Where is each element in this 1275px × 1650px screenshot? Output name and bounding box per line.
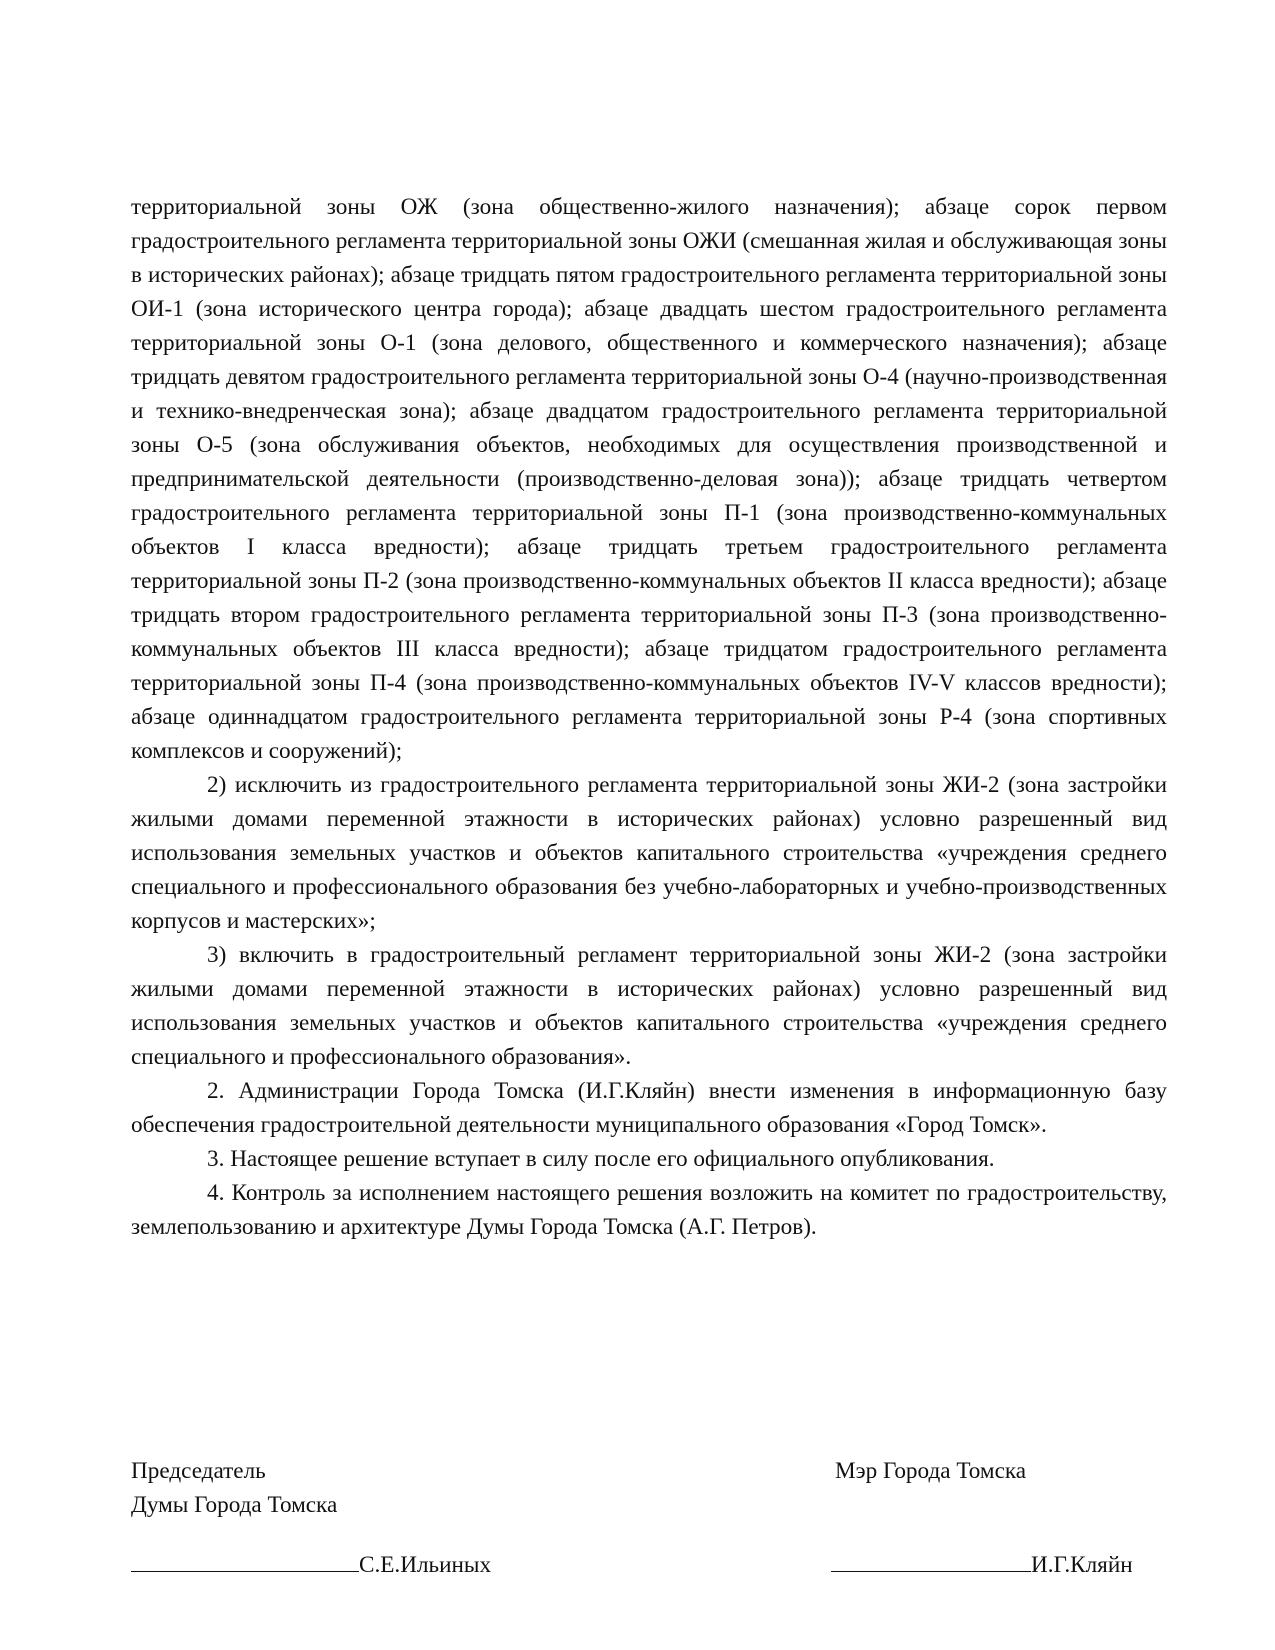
paragraph-item-3-include: 3) включить в градостроительный регламент территориальной зоны ЖИ-2 (зона застройки жилыми домами переменной этажности в исторических районах) условно разрешенный вид использования земельных участков и объектов капитального строительства «учреждения среднего специального и профессионального образования». bbox=[131, 942, 1167, 1070]
signature-left-title-line1: Председатель bbox=[131, 1458, 266, 1484]
signature-left-blank-line bbox=[131, 1549, 359, 1572]
signature-right-name: И.Г.Кляйн bbox=[1031, 1552, 1133, 1578]
paragraph-clause-4: 4. Контроль за исполнением настоящего решения возложить на комитет по градостроительству, землепользованию и архитектуре Думы Города Томска (А.Г. Петров). bbox=[131, 1180, 1167, 1240]
signature-left-title-line2: Думы Города Томска bbox=[131, 1492, 338, 1518]
paragraph-zones-list: территориальной зоны ОЖ (зона общественно-жилого назначения); абзаце сорок первом градостроительного регламента территориальной зоны ОЖИ (смешанная жилая и обслуживающая зоны в исторических районах); абзаце тридцать пятом градостроительного регламента территориальной зоны ОИ-1 (зона исторического центра города); абзаце двадцать шестом градостроительного регламента территориальной зоны О-1 (зона делового, общественного и коммерческого назначения); абзаце тридцать девятом градостроительного регламента территориальной зоны О-4 (научно-производственная и технико-внедренческая зона); абзаце двадцатом градостроительного регламента территориальной зоны О-5 (зона обслуживания объектов, необходимых для осуществления производственной и предпринимательской деятельности (производственно-деловая зона)); абзаце тридцать четвертом градостроительного регламента территориальной зоны П-1 (зона производственно-коммунальных объектов I класса вредности); абзаце тридцать третьем градостроительного регламента территориальной зоны П-2 (зона производственно-коммунальных объектов II класса вредности); абзаце тридцать втором градостроительного регламента территориальной зоны П-3 (зона производственно-коммунальных объектов III класса вредности); абзаце тридцатом градостроительного регламента территориальной зоны П-4 (зона производственно-коммунальных объектов IV-V классов вредности); абзаце одиннадцатом градостроительного регламента территориальной зоны Р-4 (зона спортивных комплексов и сооружений); bbox=[131, 194, 1167, 764]
signature-right-blank-line bbox=[831, 1549, 1031, 1572]
paragraph-item-2-exclude: 2) исключить из градостроительного регламента территориальной зоны ЖИ-2 (зона застройки жилыми домами переменной этажности в исторических районах) условно разрешенный вид использования земельных участков и объектов капитального строительства «учреждения среднего специального и профессионального образования без учебно-лабораторных и учебно-производственных корпусов и мастерских»; bbox=[131, 772, 1167, 934]
paragraph-clause-2: 2. Администрации Города Томска (И.Г.Кляйн) внести изменения в информационную базу обеспечения градостроительной деятельности муниципального образования «Город Томск». bbox=[131, 1078, 1167, 1138]
signature-right bbox=[831, 1548, 1133, 1582]
paragraph-clause-3: 3. Настоящее решение вступает в силу после его официального опубликования. bbox=[207, 1146, 995, 1172]
signature-right-title bbox=[835, 1454, 1026, 1488]
document-body bbox=[131, 190, 1167, 1244]
signature-right-title-line1: Мэр Города Томска bbox=[835, 1458, 1027, 1484]
signature-left-title bbox=[131, 1454, 337, 1522]
signature-left-name: С.Е.Ильиных bbox=[359, 1552, 492, 1578]
signature-left bbox=[131, 1548, 491, 1582]
